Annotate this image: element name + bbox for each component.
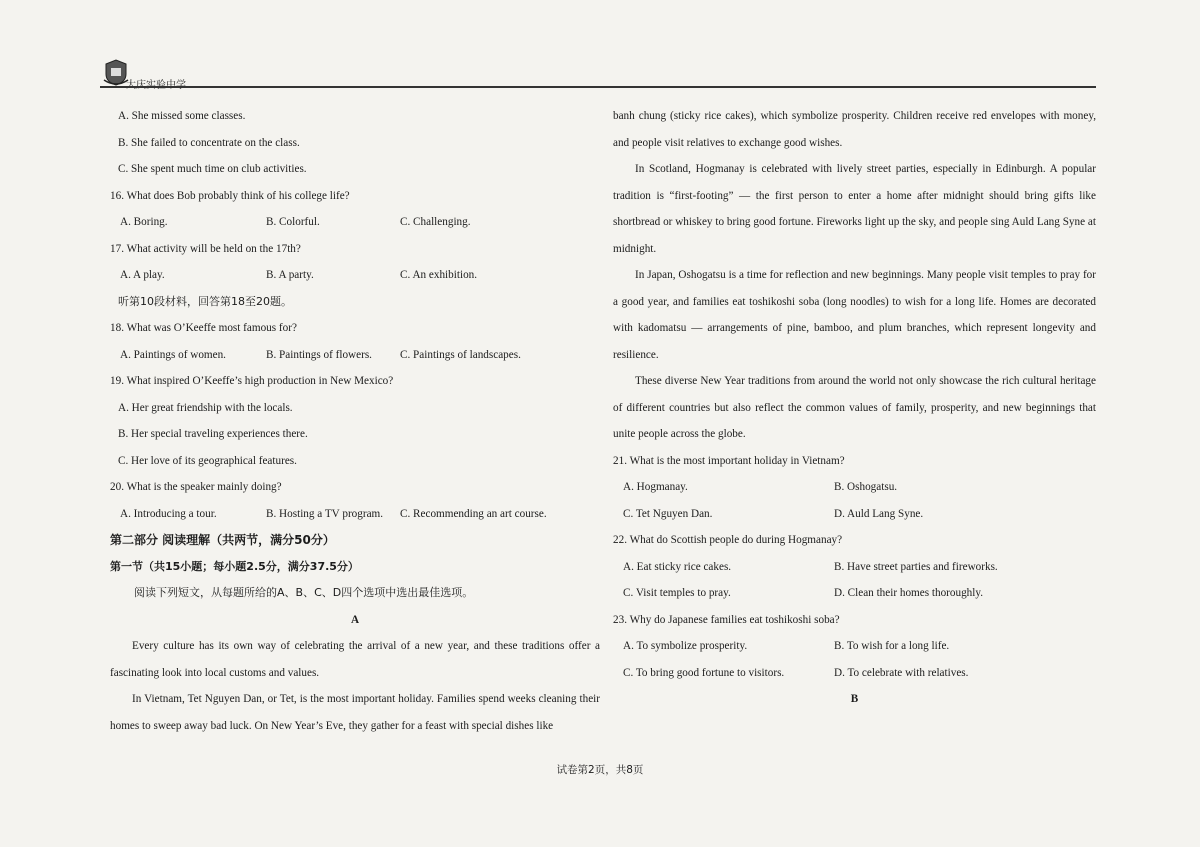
- part-two-heading: 第二部分 阅读理解（共两节，满分50分）: [110, 533, 335, 547]
- q18-option-c: C. Paintings of landscapes.: [400, 348, 521, 361]
- q23-option-b: B. To wish for a long life.: [834, 640, 950, 652]
- q18-option-a: A. Paintings of women.: [120, 348, 226, 361]
- q21-option-d: D. Auld Lang Syne.: [834, 507, 924, 520]
- q20-option-b: B. Hosting a TV program.: [266, 507, 384, 520]
- q22-option-c: C. Visit temples to pray.: [623, 587, 731, 599]
- q17-options: [110, 262, 600, 289]
- q16-option-c: C. Challenging.: [400, 216, 471, 228]
- q18-option-b: B. Paintings of flowers.: [266, 348, 372, 361]
- question-17: 17. What activity will be held on the 17th?: [110, 242, 301, 255]
- question-21: 21. What is the most important holiday in Vietnam?: [613, 454, 845, 467]
- q15-option-c: C. She spent much time on club activities.: [118, 163, 307, 175]
- question-19: 19. What inspired O’Keeffe’s high production in New Mexico?: [110, 375, 394, 387]
- q23-options-row-2: [613, 660, 1096, 687]
- q21-option-b: B. Oshogatsu.: [834, 481, 898, 493]
- left-column: [110, 103, 600, 739]
- passage-paragraph-2: In Vietnam, Tet Nguyen Dan, or Tet, is the most important holiday. Families spend weeks cleaning their homes to sweep away bad luck. On New Year’s Eve, they gather for a feast with special dishes like: [110, 693, 600, 732]
- q19-option-c: C. Her love of its geographical features.: [118, 454, 297, 467]
- q23-option-c: C. To bring good fortune to visitors.: [623, 666, 785, 679]
- reading-instruction: 阅读下列短文，从每题所给的A、B、C、D四个选项中选出最佳选项。: [134, 586, 474, 599]
- q16-options: [110, 209, 600, 236]
- q23-option-a: A. To symbolize prosperity.: [623, 640, 748, 652]
- q16-option-a: A. Boring.: [120, 216, 168, 228]
- q22-option-d: D. Clean their homes thoroughly.: [834, 587, 984, 599]
- school-name: [126, 76, 186, 91]
- q23-option-d: D. To celebrate with relatives.: [834, 666, 969, 679]
- q21-options-row-2: [613, 501, 1096, 528]
- q22-option-b: B. Have street parties and fireworks.: [834, 560, 998, 573]
- section-one-heading: 第一节（共15小题；每小题2.5分，满分37.5分）: [110, 559, 359, 573]
- header-divider: [100, 86, 1096, 88]
- right-column: [613, 103, 1096, 713]
- q21-option-a: A. Hogmanay.: [623, 481, 688, 493]
- page-header: [100, 58, 1100, 88]
- passage-b-label: B: [850, 693, 859, 705]
- q21-option-c: C. Tet Nguyen Dan.: [623, 507, 713, 520]
- q15-option-b: B. She failed to concentrate on the class.: [118, 136, 300, 149]
- q18-options: [110, 342, 600, 369]
- question-20: 20. What is the speaker mainly doing?: [110, 481, 282, 493]
- q17-option-a: A. A play.: [120, 269, 165, 281]
- q16-option-b: B. Colorful.: [266, 216, 320, 228]
- q23-options-row-1: [613, 633, 1096, 660]
- question-23: 23. Why do Japanese families eat toshikoshi soba?: [613, 613, 840, 626]
- listening-instruction: 听第10段材料，回答第18至20题。: [118, 294, 292, 308]
- passage-paragraph-2-continued: banh chung (sticky rice cakes), which symbolize prosperity. Children receive red envelopes with money, and people visit relatives to exchange good wishes.: [613, 110, 1096, 149]
- q22-option-a: A. Eat sticky rice cakes.: [623, 560, 732, 573]
- q20-option-c: C. Recommending an art course.: [400, 507, 547, 520]
- passage-a-label: A: [350, 613, 360, 626]
- q15-option-a: A. She missed some classes.: [118, 110, 246, 122]
- question-18: 18. What was O’Keeffe most famous for?: [110, 322, 297, 334]
- passage-paragraph-4: In Japan, Oshogatsu is a time for reflection and new beginnings. Many people visit temples to pray for a good year, and families eat toshikoshi soba (long noodles) to wish for a long life. Homes are decorated with kadomatsu — arrangements of pine, bamboo, and plum branches, which represent longevity and resilience.: [613, 269, 1096, 361]
- q22-options-row-2: [613, 580, 1096, 607]
- question-16: 16. What does Bob probably think of his college life?: [110, 189, 350, 202]
- passage-paragraph-3: In Scotland, Hogmanay is celebrated with lively street parties, especially in Edinburgh. A popular tradition is “first-footing” — the first person to enter a home after midnight should bring gifts like shortbread or whiskey to bring good fortune. Fireworks light up the sky, and people sing Auld Lang Syne at midnight.: [613, 163, 1096, 255]
- q20-option-a: A. Introducing a tour.: [120, 507, 217, 520]
- passage-paragraph-5: These diverse New Year traditions from around the world not only showcase the rich cultural heritage of different countries but also reflect the common values of family, prosperity, and new beginnings that unite people across the globe.: [613, 375, 1096, 440]
- page-footer: 试卷第2页，共8页: [556, 764, 644, 776]
- q19-option-b: B. Her special traveling experiences there.: [118, 428, 308, 440]
- q20-options: [110, 501, 600, 528]
- q22-options-row-1: [613, 554, 1096, 581]
- q21-options-row-1: [613, 474, 1096, 501]
- q19-option-a: A. Her great friendship with the locals.: [118, 401, 293, 414]
- passage-paragraph-1: Every culture has its own way of celebrating the arrival of a new year, and these traditions offer a fascinating look into local customs and values.: [110, 640, 600, 679]
- question-22: 22. What do Scottish people do during Hogmanay?: [613, 534, 843, 546]
- q17-option-c: C. An exhibition.: [400, 269, 478, 281]
- q17-option-b: B. A party.: [266, 269, 314, 281]
